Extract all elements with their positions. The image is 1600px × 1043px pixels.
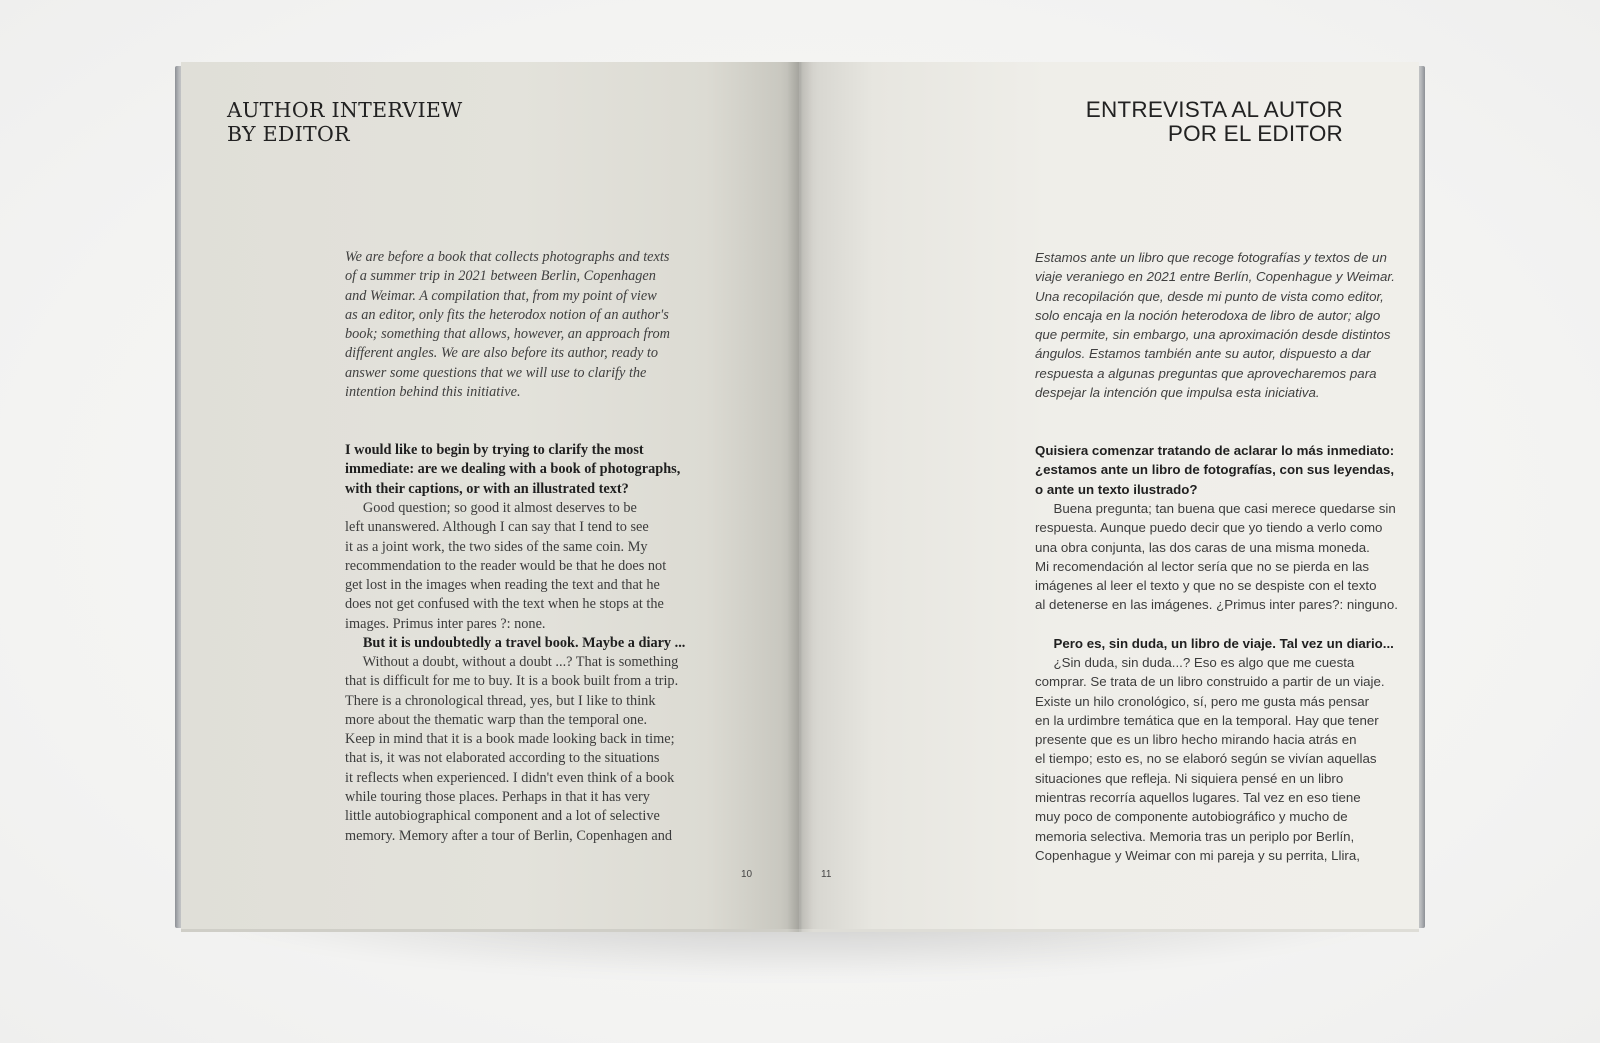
left-answer-2: Without a doubt, without a doubt ...? That is something that is difficult for me to buy. It is a book built from a trip. There is a chronological thread, yes, but I like to think more about the thematic warp than the temporal one. Keep in mind that it is a book made looking back in time; that is, it was not elaborated according to the situations it reflects when experienced. I didn't even think of a book while touring those places. Perhaps in that it has very little autobiographical component and a lot of selective memory. Memory after a tour of Berlin, Copenhagen and [345, 654, 679, 844]
left-page-number: 10 [741, 869, 753, 880]
right-question-2: Pero es, sin duda, un libro de viaje. Tal vez un diario... [1035, 636, 1394, 651]
right-question-1: Quisiera comenzar tratando de aclarar lo más inmediato: ¿estamos ante un libro de fotografías, con sus leyendas, o ante un texto ilustrado? [1035, 443, 1395, 497]
left-page [181, 62, 799, 932]
right-page [799, 62, 1419, 932]
left-answer-1: Good question; so good it almost deserves to be left unanswered. Although I can say that I tend to see it as a joint work, the two sides of the same coin. My recommendation to the reader would be that he does not get lost in the images when reading the text and that he does not get confused with the text when he stops at the images. Primus inter pares ?: none. [345, 500, 667, 632]
left-heading-line-1: AUTHOR INTERVIEW [227, 98, 463, 122]
right-intro-paragraph: Estamos ante un libro que recoge fotografías y textos de un viaje veraniego en 2021 entre Berlín, Copenhague y Weimar. Una recopilación que, desde mi punto de vista como editor, solo encaja en la noción heterodoxa de libro de autor; algo que permite, sin embargo, una aproximación desde distintos ángulos. Estamos también ante su autor, dispuesto a dar respuesta a algunas preguntas que aprovecharemos para despejar la intención que impulsa esta iniciativa. [1035, 250, 1395, 401]
right-heading-line-1: ENTREVISTA AL AUTOR [1085, 97, 1343, 122]
right-heading-line-2: POR EL EDITOR [1167, 121, 1343, 146]
left-question-2: But it is undoubtedly a travel book. Maybe a diary ... [345, 635, 686, 651]
right-page-heading [1086, 98, 1343, 146]
right-page-number: 11 [821, 869, 832, 880]
open-book-spread [175, 62, 1425, 932]
left-heading-line-2: BY EDITOR [227, 122, 350, 146]
right-answer-1: Buena pregunta; tan buena que casi merece quedarse sin respuesta. Aunque puedo decir que yo tiendo a verlo como una obra conjunta, las dos caras de una misma moneda. Mi recomendación al lector sería que no se pierda en las imágenes al leer el texto y que no se despiste con el texto al detenerse en las imágenes. ¿Primus inter pares?: ninguno. [1035, 501, 1398, 613]
book-gutter [787, 62, 813, 932]
left-question-1: I would like to begin by trying to clarify the most immediate: are we dealing with a book of photographs, with their captions, or with an illustrated text? [345, 442, 681, 497]
right-answer-2: ¿Sin duda, sin duda...? Eso es algo que me cuesta comprar. Se trata de un libro construido a partir de un viaje. Existe un hilo cronológico, sí, pero me gusta más pensar en la urdimbre temática que en la temporal. Hay que tener presente que es un libro hecho mirando hacia atrás en el tiempo; esto es, no se elaboró según se vivían aquellas situaciones que refleja. Ni siquiera pensé en un libro mientras recorría aquellos lugares. Tal vez en eso tiene muy poco de componente autobiográfico y mucho de memoria selectiva. Memoria tras un periplo por Berlín, Copenhague y Weimar con mi pareja y su perrita, Llira, [1035, 655, 1385, 863]
left-page-heading [227, 98, 463, 146]
left-intro-paragraph: We are before a book that collects photographs and texts of a summer trip in 2021 between Berlin, Copenhagen and Weimar. A compilation that, from my point of view as an editor, only fits the heterodox notion of an author's book; something that allows, however, an approach from different angles. We are also before its author, ready to answer some questions that we will use to clarify the intention behind this initiative. [345, 249, 670, 401]
